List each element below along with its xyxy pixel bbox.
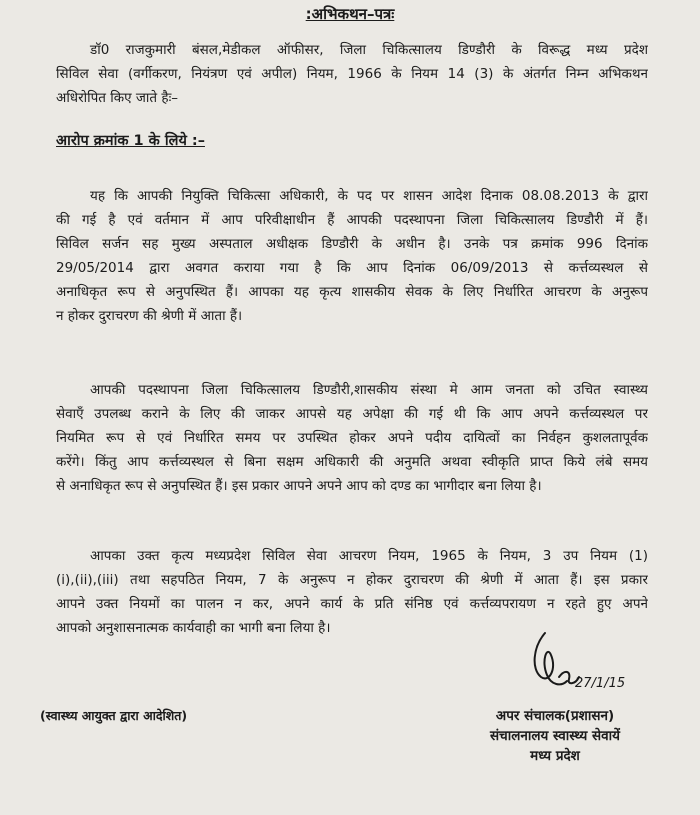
intro-line: डॉ0 राजकुमारी बंसल,मेडीकल ऑफीसर, जिला चिकित्सालय डिण्डौरी के विरूद्ध मध्य प्रदेश: [90, 42, 648, 58]
signoff-block: [440, 706, 670, 766]
paragraph-line: सेवाएँ उपलब्ध कराने के लिए की जाकर आपसे यह अपेक्षा की गई थी कि आप अपने कर्त्तव्यस्थल पर: [56, 406, 648, 422]
intro-line: अधिरोपित किए जाते हैः–: [56, 90, 179, 106]
intro-line: सिविल सेवा (वर्गीकरण, नियंत्रण एवं अपील) नियम, 1966 के नियम 14 (3) के अंतर्गत निम्न अभिकथन: [56, 66, 648, 82]
handwritten-signature: [515, 625, 625, 705]
paragraph-line: यह कि आपकी नियुक्ति चिकित्सा अधिकारी, के पद पर शासन आदेश दिनाक 08.08.2013 के द्वारा: [90, 188, 648, 204]
paragraph-line: सिविल सर्जन सह मुख्य अस्पताल अधीक्षक डिण्डौरी के अधीन है। उनके पत्र क्रमांक 996 दिनांक: [56, 236, 648, 252]
paragraph-line: करेंगे। किंतु आप कर्त्तव्यस्थल से बिना सक्षम अधिकारी की अनुमति अथवा स्वीकृति प्राप्त किये लंबे समय: [56, 454, 648, 470]
paragraph-line: आपको अनुशासनात्मक कार्यवाही का भागी बना लिया है।: [56, 620, 331, 636]
paragraph-line: की गई है एवं वर्तमान में आप परिवीक्षाधीन हैं आपकी पदस्थापना जिला चिकित्सालय डिण्डौरी में हैं।: [56, 212, 648, 228]
paragraph-line: अनाधिकृत रूप से अनुपस्थित हैं। आपका यह कृत्य शासकीय सेवक के लिए निर्धारित आचरण के अनुरूप: [56, 284, 648, 300]
paragraph-line: (i),(ii),(iii) तथा सहपठित नियम, 7 के अनुरूप न होकर दुराचरण की श्रेणी में आता हैं। इस प्रकार: [56, 572, 648, 588]
charge-paragraph-1: [56, 184, 648, 328]
document-title: :अभिकथन–पत्रः: [305, 5, 395, 23]
signoff-designation: अपर संचालक(प्रशासन): [495, 708, 615, 724]
charge-heading: आरोप क्रमांक 1 के लिये :–: [56, 133, 205, 149]
order-note: (स्वास्थ्य आयुक्त द्वारा आदेशित): [40, 708, 188, 723]
signoff-state: मध्य प्रदेश: [530, 748, 580, 764]
paragraph-line: 29/05/2014 द्वारा अवगत कराया गया है कि आप दिनांक 06/09/2013 से कर्त्तव्यस्थल से: [56, 260, 648, 276]
paragraph-line: आपने उक्त नियमों का पालन न कर, अपने कार्य के प्रति संनिष्ठ एवं कर्त्तव्यपरायण न रहते हुए अपने: [56, 596, 648, 612]
paragraph-line: न होकर दुराचरण की श्रेणी में आता हैं।: [56, 308, 243, 324]
paragraph-line: आपका उक्त कृत्य मध्यप्रदेश सिविल सेवा आचरण नियम, 1965 के नियम, 3 उप नियम (1): [90, 548, 648, 564]
paragraph-line: आपकी पदस्थापना जिला चिकित्सालय डिण्डौरी,शासकीय संस्था मे आम जनता को उचित स्वास्थ्य: [90, 382, 648, 398]
signature-date: 27/1/15: [575, 676, 625, 691]
signoff-office: संचालनालय स्वास्थ्य सेवायें: [490, 728, 620, 744]
paragraph-line: से अनाधिकृत रूप से अनुपस्थित हैं। इस प्रकार आपने अपने आप को दण्ड का भागीदार बना लिया है।: [56, 478, 542, 494]
intro-paragraph: [56, 38, 648, 110]
paragraph-line: नियमित रूप से एवं निर्धारित समय पर उपस्थित होकर अपने पदीय दायित्वों का निर्वहन कुशलतापूर्वक: [56, 430, 648, 446]
charge-paragraph-2: [56, 378, 648, 498]
